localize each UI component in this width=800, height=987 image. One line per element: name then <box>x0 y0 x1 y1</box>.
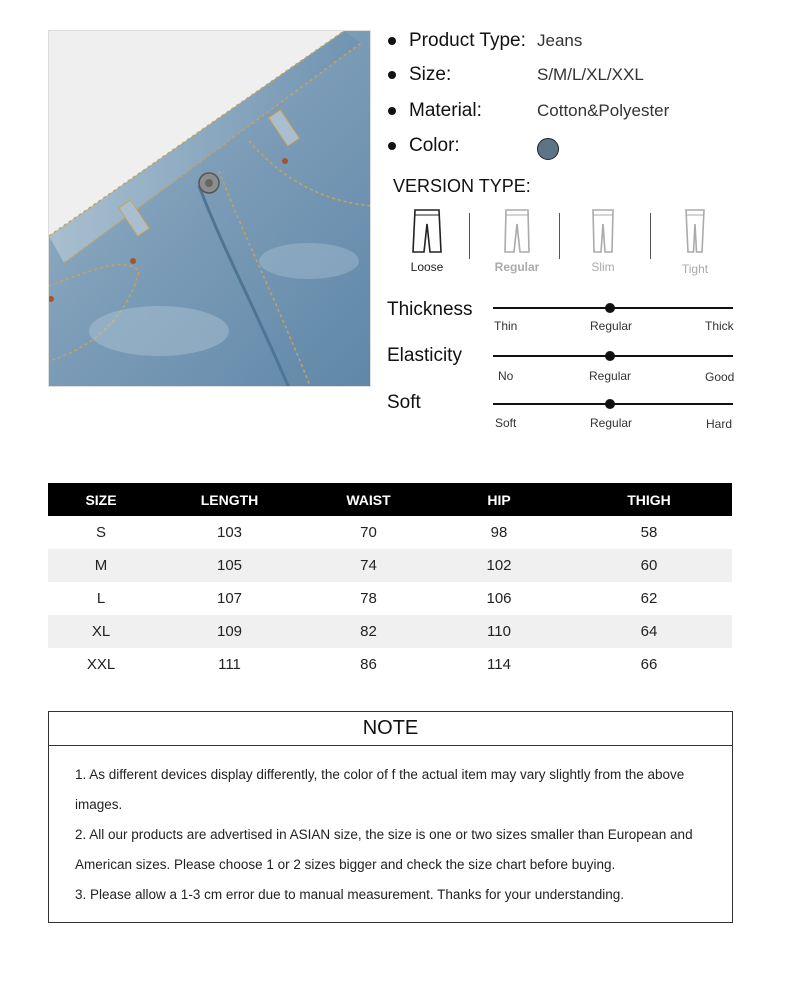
table-row <box>48 615 732 648</box>
scale-label: Regular <box>590 319 633 333</box>
tight-pants-icon <box>678 208 712 254</box>
scale-label: Thin <box>494 319 518 333</box>
table-cell: 103 <box>216 524 243 541</box>
scale-soft-marker <box>605 399 615 409</box>
bullet-icon <box>388 107 396 115</box>
table-cell: XXL <box>86 656 116 673</box>
scale-soft-name: Soft <box>387 392 421 413</box>
spec-color <box>388 131 758 161</box>
table-cell: 78 <box>360 590 377 607</box>
table-row <box>48 549 732 582</box>
scale-label: Hard <box>706 417 733 431</box>
table-cell: 60 <box>566 549 732 582</box>
spec-key: Size: <box>409 64 452 85</box>
loose-pants-icon <box>410 208 444 254</box>
table-cell: 106 <box>486 590 512 607</box>
table-cell: 58 <box>640 524 658 541</box>
note-box <box>48 711 733 923</box>
version-type-title: VERSION TYPE: <box>393 176 531 196</box>
version-label: Loose <box>410 260 444 274</box>
table-cell: S <box>95 524 106 541</box>
color-swatch <box>537 138 559 160</box>
table-cell: 102 <box>432 549 566 582</box>
spec-size <box>388 60 758 90</box>
bullet-icon <box>388 142 396 150</box>
scale-elasticity-marker <box>605 351 615 361</box>
column-header: LENGTH <box>154 483 305 516</box>
table-row <box>48 516 732 549</box>
regular-pants-icon <box>500 208 534 254</box>
bullet-icon <box>388 37 396 45</box>
table-cell: 70 <box>360 524 377 541</box>
version-label: Regular <box>494 260 540 274</box>
table-cell: 107 <box>216 590 243 607</box>
table-cell: XL <box>48 615 154 648</box>
spec-value: Jeans <box>537 31 583 50</box>
table-cell: L <box>96 590 106 607</box>
spec-value: Cotton&Polyester <box>537 101 670 120</box>
table-cell: 109 <box>154 615 305 648</box>
bullet-icon <box>388 71 396 79</box>
table-row <box>48 582 732 615</box>
table-cell: 98 <box>490 524 508 541</box>
note-title: NOTE <box>49 712 732 746</box>
version-label: Slim <box>591 260 615 274</box>
table-row <box>48 648 732 681</box>
product-photo <box>48 30 371 387</box>
table-cell: 62 <box>640 590 658 607</box>
version-slim <box>573 208 633 274</box>
size-chart-table <box>48 483 732 681</box>
scale-thickness-marker <box>605 303 615 313</box>
spec-value: S/M/L/XL/XXL <box>537 65 644 84</box>
divider <box>469 213 470 259</box>
scale-label: Thick <box>705 319 734 333</box>
scale-label: Regular <box>589 369 632 383</box>
slim-pants-icon <box>586 208 620 254</box>
column-header: SIZE <box>48 483 154 516</box>
version-label: Tight <box>681 262 709 276</box>
scale-thickness-name: Thickness <box>387 299 473 320</box>
spec-product-type <box>388 26 758 56</box>
scale-label: Soft <box>495 416 517 430</box>
jeans-illustration <box>49 31 371 387</box>
note-body <box>49 746 732 910</box>
table-cell: 66 <box>640 656 658 673</box>
column-header: THIGH <box>566 483 732 516</box>
table-cell: M <box>48 549 154 582</box>
spec-material <box>388 96 758 126</box>
divider <box>559 213 560 259</box>
column-header: HIP <box>432 483 566 516</box>
note-line: 2. All our products are advertised in ASIAN size, the size is one or two sizes smaller than European and American sizes. Please choose 1 or 2 sizes bigger and check the size chart before buying. <box>75 827 693 872</box>
spec-key: Material: <box>409 100 482 121</box>
table-header-row <box>48 483 732 516</box>
scale-label: No <box>498 369 514 383</box>
spec-key: Color: <box>409 135 460 156</box>
version-regular <box>487 208 547 274</box>
table-cell: 114 <box>487 656 511 673</box>
table-cell: 82 <box>305 615 432 648</box>
table-cell: 111 <box>218 656 241 673</box>
table-cell: 74 <box>305 549 432 582</box>
divider <box>650 213 651 259</box>
table-cell: 110 <box>432 615 566 648</box>
scale-label: Good <box>705 370 735 384</box>
note-line: 3. Please allow a 1-3 cm error due to manual measurement. Thanks for your understanding. <box>75 887 625 902</box>
table-cell: 86 <box>360 656 377 673</box>
scale-elasticity-name: Elasticity <box>387 345 462 366</box>
table-cell: 64 <box>566 615 732 648</box>
table-cell: 105 <box>154 549 305 582</box>
spec-key: Product Type: <box>409 30 526 51</box>
version-loose <box>397 208 457 274</box>
version-tight <box>665 208 725 276</box>
note-line: 1. As different devices display differently, the color of f the actual item may vary slightly from the above images. <box>75 767 685 812</box>
scale-label: Regular <box>590 416 633 430</box>
column-header: WAIST <box>305 483 432 516</box>
